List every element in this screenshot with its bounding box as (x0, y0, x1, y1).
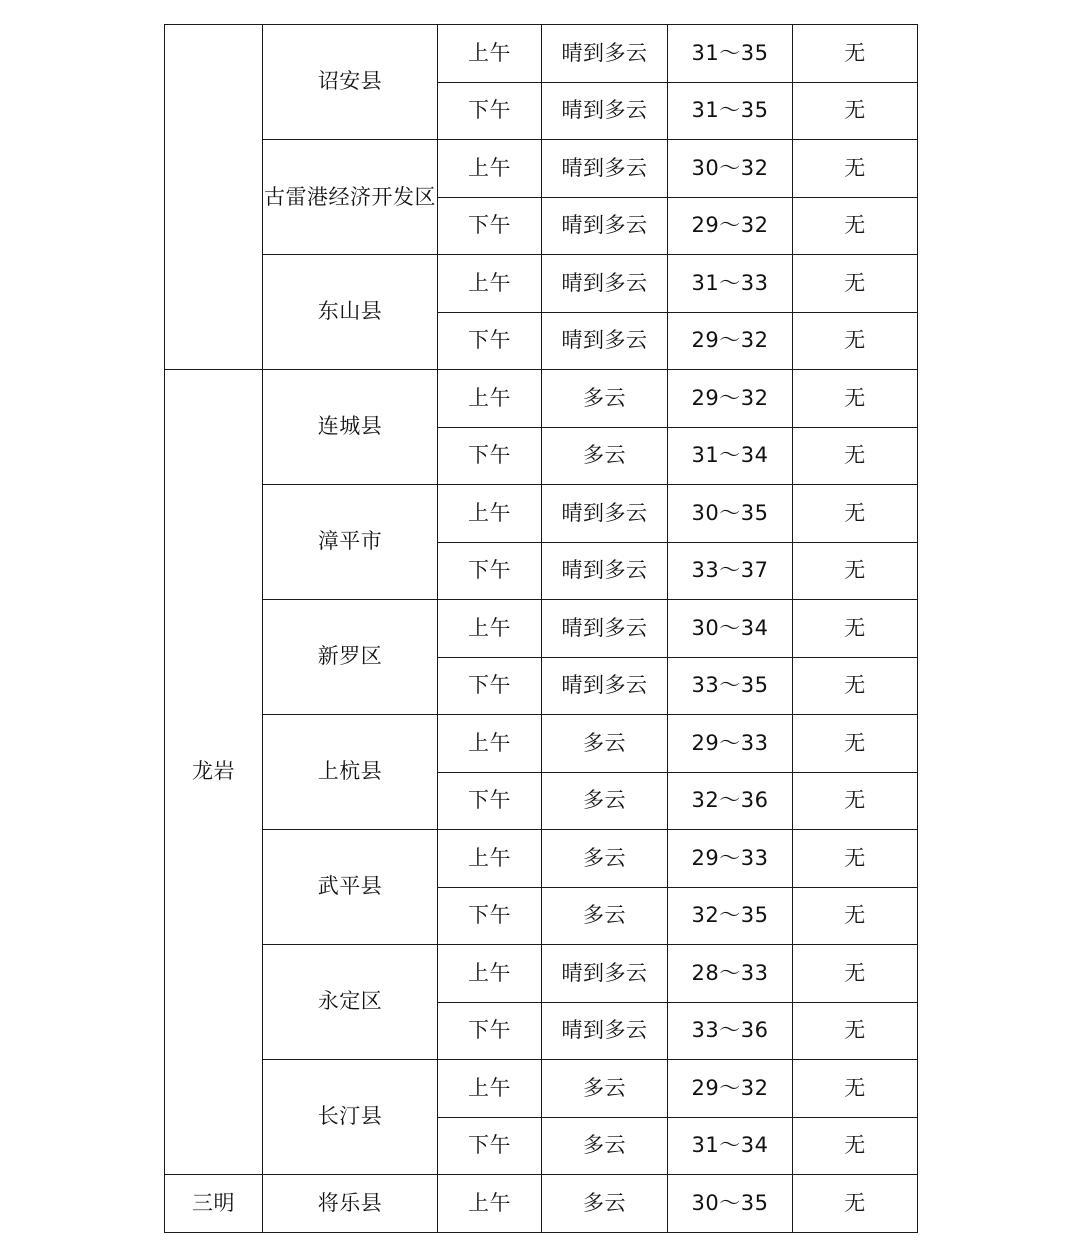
warning-cell: 无 (793, 370, 918, 428)
temperature-cell: 29～32 (668, 1060, 793, 1118)
warning-cell: 无 (793, 427, 918, 485)
temperature-cell: 30～34 (668, 600, 793, 658)
table-row (165, 830, 918, 888)
table-row (165, 140, 918, 198)
table-row (165, 370, 918, 428)
table-row (165, 1175, 918, 1233)
table-row (165, 485, 918, 543)
weather-cell: 多云 (542, 715, 668, 773)
table-row (165, 945, 918, 1003)
warning-cell: 无 (793, 772, 918, 830)
weather-cell: 晴到多云 (542, 657, 668, 715)
period-cell: 下午 (438, 657, 542, 715)
temperature-cell: 29～33 (668, 715, 793, 773)
warning-cell: 无 (793, 1002, 918, 1060)
period-cell: 上午 (438, 1060, 542, 1118)
warning-cell: 无 (793, 82, 918, 140)
period-cell: 上午 (438, 25, 542, 83)
table-body (165, 25, 918, 1233)
warning-cell: 无 (793, 1060, 918, 1118)
county-cell: 连城县 (263, 370, 438, 485)
county-cell: 将乐县 (263, 1175, 438, 1233)
period-cell: 上午 (438, 140, 542, 198)
weather-cell: 晴到多云 (542, 140, 668, 198)
weather-cell: 晴到多云 (542, 945, 668, 1003)
weather-cell: 晴到多云 (542, 255, 668, 313)
temperature-cell: 31～34 (668, 427, 793, 485)
weather-cell: 多云 (542, 370, 668, 428)
period-cell: 下午 (438, 542, 542, 600)
temperature-cell: 30～32 (668, 140, 793, 198)
warning-cell: 无 (793, 1175, 918, 1233)
temperature-cell: 31～35 (668, 25, 793, 83)
weather-cell: 多云 (542, 427, 668, 485)
county-cell: 新罗区 (263, 600, 438, 715)
warning-cell: 无 (793, 25, 918, 83)
temperature-cell: 29～32 (668, 197, 793, 255)
weather-cell: 晴到多云 (542, 600, 668, 658)
weather-cell: 晴到多云 (542, 312, 668, 370)
temperature-cell: 29～33 (668, 830, 793, 888)
period-cell: 上午 (438, 715, 542, 773)
county-cell: 永定区 (263, 945, 438, 1060)
table-row (165, 600, 918, 658)
period-cell: 下午 (438, 887, 542, 945)
warning-cell: 无 (793, 1117, 918, 1175)
period-cell: 下午 (438, 772, 542, 830)
weather-cell: 多云 (542, 1175, 668, 1233)
county-cell: 武平县 (263, 830, 438, 945)
warning-cell: 无 (793, 255, 918, 313)
county-cell: 古雷港经济开发区 (263, 140, 438, 255)
period-cell: 上午 (438, 600, 542, 658)
weather-cell: 晴到多云 (542, 197, 668, 255)
temperature-cell: 33～36 (668, 1002, 793, 1060)
period-cell: 下午 (438, 197, 542, 255)
warning-cell: 无 (793, 197, 918, 255)
temperature-cell: 31～33 (668, 255, 793, 313)
warning-cell: 无 (793, 140, 918, 198)
temperature-cell: 32～36 (668, 772, 793, 830)
region-cell: 龙岩 (165, 370, 263, 1175)
period-cell: 下午 (438, 1002, 542, 1060)
weather-cell: 多云 (542, 772, 668, 830)
period-cell: 上午 (438, 945, 542, 1003)
county-cell: 上杭县 (263, 715, 438, 830)
warning-cell: 无 (793, 485, 918, 543)
weather-cell: 多云 (542, 830, 668, 888)
temperature-cell: 30～35 (668, 485, 793, 543)
weather-cell: 多云 (542, 1117, 668, 1175)
temperature-cell: 28～33 (668, 945, 793, 1003)
temperature-cell: 33～35 (668, 657, 793, 715)
period-cell: 下午 (438, 427, 542, 485)
temperature-cell: 31～34 (668, 1117, 793, 1175)
temperature-cell: 33～37 (668, 542, 793, 600)
temperature-cell: 29～32 (668, 370, 793, 428)
period-cell: 上午 (438, 830, 542, 888)
period-cell: 上午 (438, 255, 542, 313)
temperature-cell: 31～35 (668, 82, 793, 140)
warning-cell: 无 (793, 542, 918, 600)
county-cell: 长汀县 (263, 1060, 438, 1175)
temperature-cell: 29～32 (668, 312, 793, 370)
warning-cell: 无 (793, 887, 918, 945)
period-cell: 上午 (438, 370, 542, 428)
county-cell: 漳平市 (263, 485, 438, 600)
period-cell: 上午 (438, 485, 542, 543)
temperature-cell: 32～35 (668, 887, 793, 945)
warning-cell: 无 (793, 830, 918, 888)
weather-cell: 多云 (542, 887, 668, 945)
warning-cell: 无 (793, 312, 918, 370)
period-cell: 下午 (438, 312, 542, 370)
county-cell: 诏安县 (263, 25, 438, 140)
county-cell: 东山县 (263, 255, 438, 370)
table-row (165, 1060, 918, 1118)
table-row (165, 715, 918, 773)
weather-cell: 晴到多云 (542, 542, 668, 600)
weather-cell: 晴到多云 (542, 25, 668, 83)
warning-cell: 无 (793, 600, 918, 658)
table-row (165, 255, 918, 313)
weather-forecast-table (164, 24, 918, 1233)
weather-cell: 多云 (542, 1060, 668, 1118)
region-cell (165, 25, 263, 370)
warning-cell: 无 (793, 715, 918, 773)
table-row (165, 25, 918, 83)
warning-cell: 无 (793, 945, 918, 1003)
warning-cell: 无 (793, 657, 918, 715)
period-cell: 下午 (438, 1117, 542, 1175)
period-cell: 下午 (438, 82, 542, 140)
weather-cell: 晴到多云 (542, 82, 668, 140)
weather-cell: 晴到多云 (542, 1002, 668, 1060)
temperature-cell: 30～35 (668, 1175, 793, 1233)
weather-cell: 晴到多云 (542, 485, 668, 543)
period-cell: 上午 (438, 1175, 542, 1233)
region-cell: 三明 (165, 1175, 263, 1233)
